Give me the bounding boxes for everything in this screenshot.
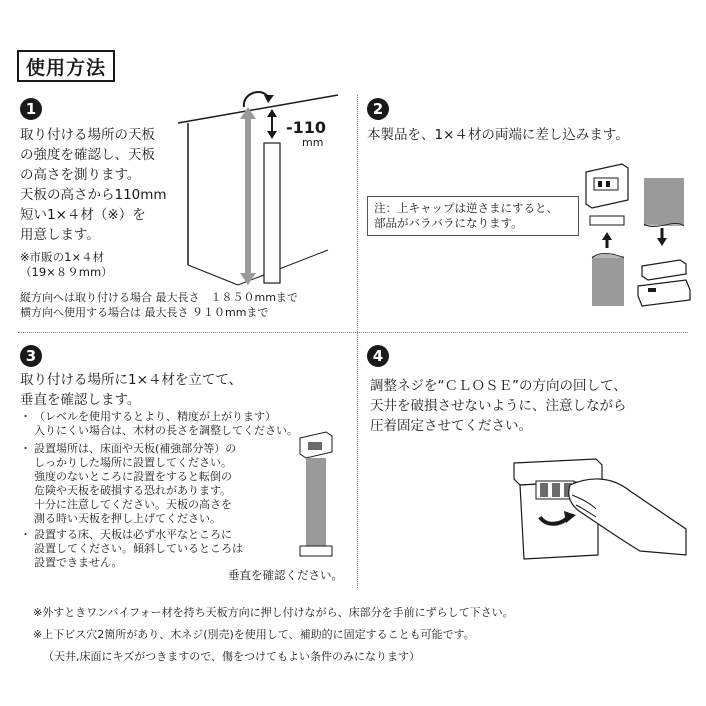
footer-notes: ※外すときワンバイフォー材を持ち天板方向に押し付けながら、床部分を手前にずらして下さい。 ※上下ビス穴2箇所があり、木ネジ(別売)を使用して、補助的に固定することも可能です。 （天井,床面にキズがつきますので、傷をつけてもよい条件のみになります） xyxy=(33,606,514,663)
step4-illustration xyxy=(510,455,690,570)
step1-dimension-value: -110 xyxy=(286,118,327,137)
step1-limits: 縦方向へは取り付ける場合 最大長さ １８５０mmまで 横方向へ使用する場合は 最大長さ ９１０mmまで xyxy=(20,291,298,319)
step3-illustration xyxy=(296,430,346,560)
step2-number: 2 xyxy=(367,98,389,120)
step1-dimension-unit: mm xyxy=(302,136,324,149)
step4-text: 調整ネジを“ＣＬＯＳＥ”の方向の回して、 天井を破損させないように、注意しながら 圧着固定させてください。 xyxy=(370,378,627,434)
step1-text: 取り付ける場所の天板 の強度を確認し、天板 の高さを測ります。 天板の高さから110mm 短い1×４材（※）を 用意します。 xyxy=(20,127,167,243)
step3-bullet-2: ・ 設置場所は、床面や天板(補強部分等）の しっかりした場所に設置してください。 強度のないところに設置をすると転倒の 危険や天板を破損する恐れがあります。 十分に注意してください。天板の高さを 測る時い天板を押し上げてください。 xyxy=(20,442,237,525)
step1-illustration xyxy=(178,85,358,295)
step2-illustration xyxy=(582,160,692,310)
divider-horizontal xyxy=(18,332,688,333)
step3-text: 取り付ける場所に1×４材を立てて、 垂直を確認します。 xyxy=(20,372,243,408)
page-title: 使用方法 xyxy=(17,50,115,82)
step3-bullet-3: ・ 設置する床、天板は必ず水平なところに 設置してください。傾斜しているところは 設置できません。 xyxy=(20,528,243,569)
step4-number: 4 xyxy=(367,345,389,367)
step3-number: 3 xyxy=(20,345,42,367)
step3-bullets: ・ （レベルを使用するとより、精度が上がります） 入りにくい場合は、木材の長さを調整してください。 xyxy=(20,410,298,437)
step1-number: 1 xyxy=(20,98,42,120)
step1-note: ※市販の1×４材 （19×８９mm） xyxy=(20,250,113,279)
step3-caption: 垂直を確認ください。 xyxy=(228,568,343,582)
step2-text: 本製品を、1×４材の両端に差し込みます。 xyxy=(367,127,629,143)
step2-note: 注：上キャップは逆さまにすると、 部品がバラバラになります。 xyxy=(367,196,579,236)
